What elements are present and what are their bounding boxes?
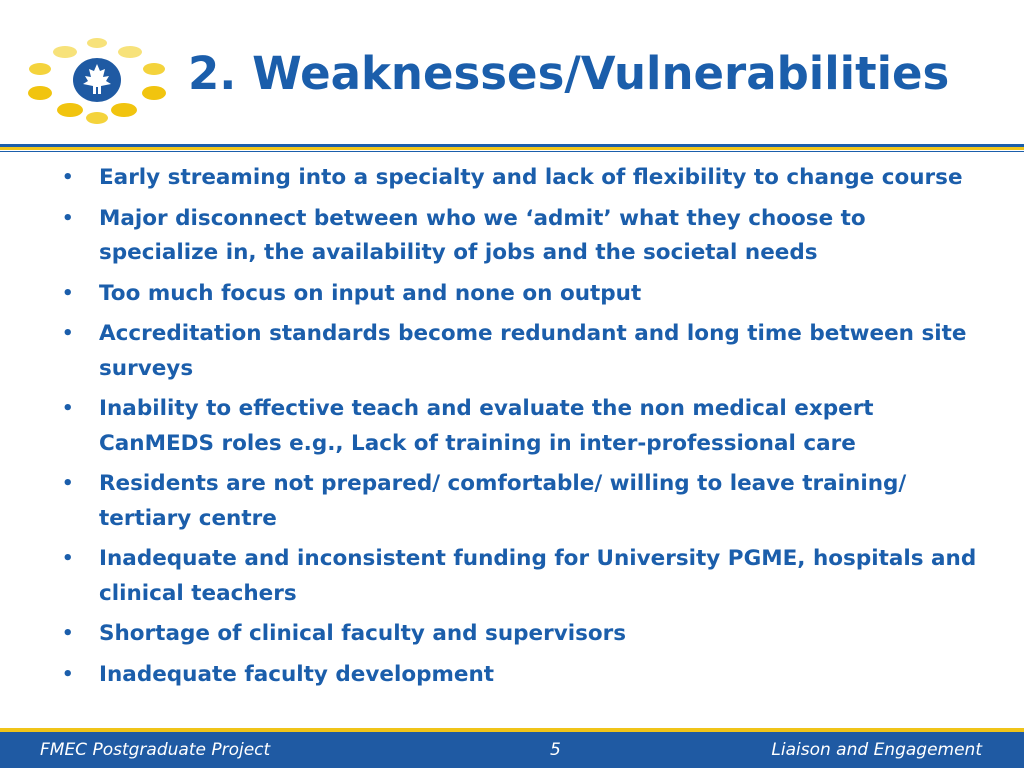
bullet-icon: •: [62, 663, 74, 685]
bullet-text: Early streaming into a specialty and lack of flexibility to change course: [99, 165, 963, 190]
bullet-list: [56, 161, 986, 698]
bullet-icon: •: [62, 323, 74, 344]
bullet-text: Inadequate faculty development: [99, 661, 495, 687]
bullet-text: Shortage of clinical faculty and supervisors: [99, 621, 627, 646]
bullet-icon: •: [62, 207, 74, 229]
bullet-icon: •: [62, 167, 74, 188]
bullet-icon: •: [62, 548, 74, 569]
bullet-item: [56, 467, 986, 536]
footer-project-name: FMEC Postgraduate Project: [40, 740, 271, 760]
slide-title: 2. Weaknesses/Vulnerabilities: [188, 47, 950, 100]
bullet-item: [56, 161, 986, 196]
bullet-item: [56, 202, 986, 271]
footer-section-name: Liaison and Engagement: [771, 740, 982, 760]
bullet-text: Inability to effective teach and evaluate the non medical expert CanMEDS roles e.g., Lack of training in inter-professional care: [99, 396, 874, 456]
bullet-item: [56, 317, 986, 386]
bullet-icon: •: [62, 282, 74, 304]
bullet-text: Inadequate and inconsistent funding for University PGME, hospitals and clinical teachers: [99, 546, 977, 606]
footer-bar: [0, 732, 1024, 768]
bullet-text: Too much focus on input and none on output: [99, 280, 642, 306]
bullet-icon: •: [62, 623, 74, 644]
bullet-icon: •: [62, 473, 74, 494]
bullet-icon: •: [62, 398, 74, 419]
page-number: 5: [550, 740, 561, 760]
bullet-item: [56, 542, 986, 611]
title-divider-thin: [0, 151, 1024, 152]
bullet-item: [56, 658, 986, 693]
bullet-item: [56, 392, 986, 461]
bullet-item: [56, 277, 986, 312]
bullet-item: [56, 617, 986, 652]
title-divider-yellow: [0, 147, 1024, 150]
bullet-text: Major disconnect between who we ‘admit’ what they choose to specialize in, the availability of jobs and the societal needs: [99, 205, 866, 265]
maple-leaf-sun-logo-icon: [22, 36, 172, 126]
bullet-text: Accreditation standards become redundant and long time between site surveys: [99, 321, 967, 381]
bullet-text: Residents are not prepared/ comfortable/ willing to leave training/ tertiary centre: [99, 471, 907, 531]
